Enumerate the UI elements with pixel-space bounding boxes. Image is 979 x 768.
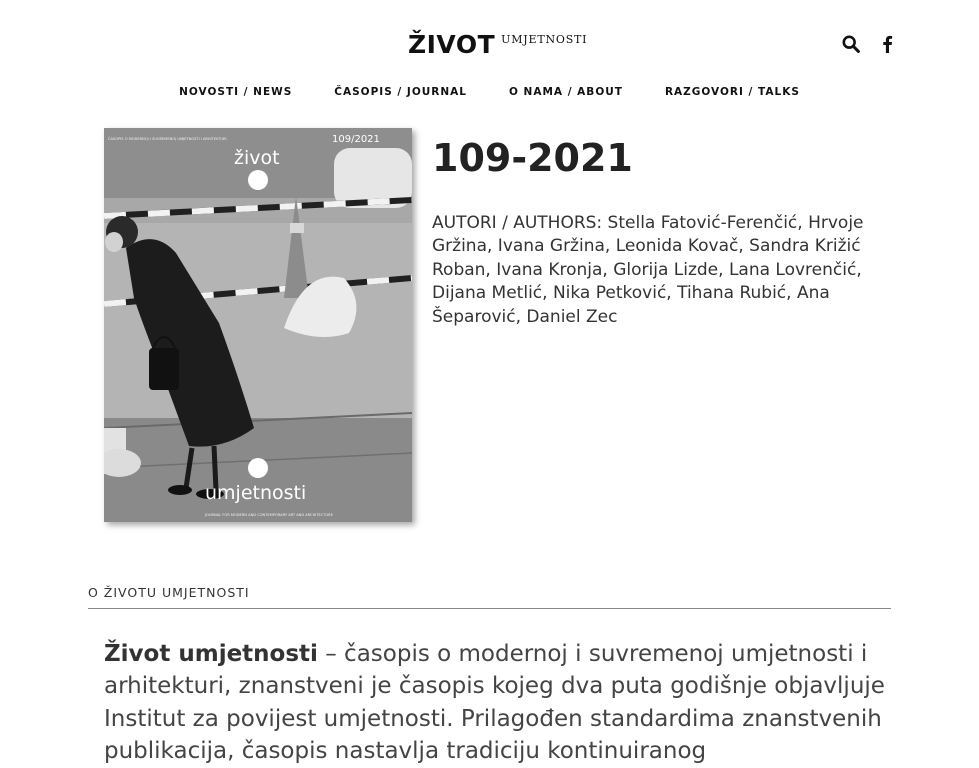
logo-sub-text: UMJETNOSTI [501, 33, 588, 46]
nav-item-news[interactable]: NOVOSTI / NEWS [179, 86, 293, 98]
logo-main-text: ŽIVOT [408, 30, 496, 59]
nav-item-journal[interactable]: ČASOPIS / JOURNAL [334, 86, 467, 98]
issue-cover-image[interactable] [104, 128, 412, 522]
cover-dot-top [248, 170, 268, 190]
main-nav [0, 86, 979, 98]
site-logo[interactable] [408, 30, 587, 60]
facebook-icon[interactable] [876, 33, 898, 55]
about-paragraph [104, 638, 894, 767]
section-divider [88, 608, 891, 609]
issue-authors: AUTORI / AUTHORS: Stella Fatović-Ferenčić, Hrvoje Gržina, Ivana Gržina, Leonida Kovač, Sandra Križić Roban, Ivana Kronja, Glorija Lizde, Lana Lovrenčić, Dijana Metlić, Nika Petković, Tihana Rubić, Ana Šeparović, Daniel Zec [432, 213, 864, 327]
header-icons [840, 33, 898, 55]
about-bold-lead: Život umjetnosti [104, 641, 318, 667]
cover-dot-bottom [248, 458, 268, 478]
cover-bottom-line: JOURNAL FOR MODERN AND CONTEMPORARY ART AND ARCHITECTURE [205, 513, 333, 517]
cover-title-top: život [234, 147, 280, 169]
nav-item-talks[interactable]: RAZGOVORI / TALKS [664, 86, 800, 98]
search-icon[interactable] [840, 33, 862, 55]
cover-top-line: ČASOPIS O MODERNOJ I SUVREMENOJ UMJETNOSTI I ARHITEKTURI [108, 137, 227, 141]
section-heading: O ŽIVOTU UMJETNOSTI [88, 585, 250, 600]
cover-title-bottom: umjetnosti [205, 482, 307, 504]
about-text-body: – časopis o modernoj i suvremenoj umjetnosti i arhitekturi, znanstveni je časopis kojeg dva puta godišnje objavljuje Institut za povijest umjetnosti. Prilagođen standardima znanstvenih publikacija, časopis nastavlja tradiciju kontinuiranog [104, 641, 885, 764]
cover-issue-number: 109/2021 [332, 134, 380, 145]
issue-title: 109-2021 [432, 136, 633, 180]
nav-item-about[interactable]: O NAMA / ABOUT [508, 86, 623, 98]
